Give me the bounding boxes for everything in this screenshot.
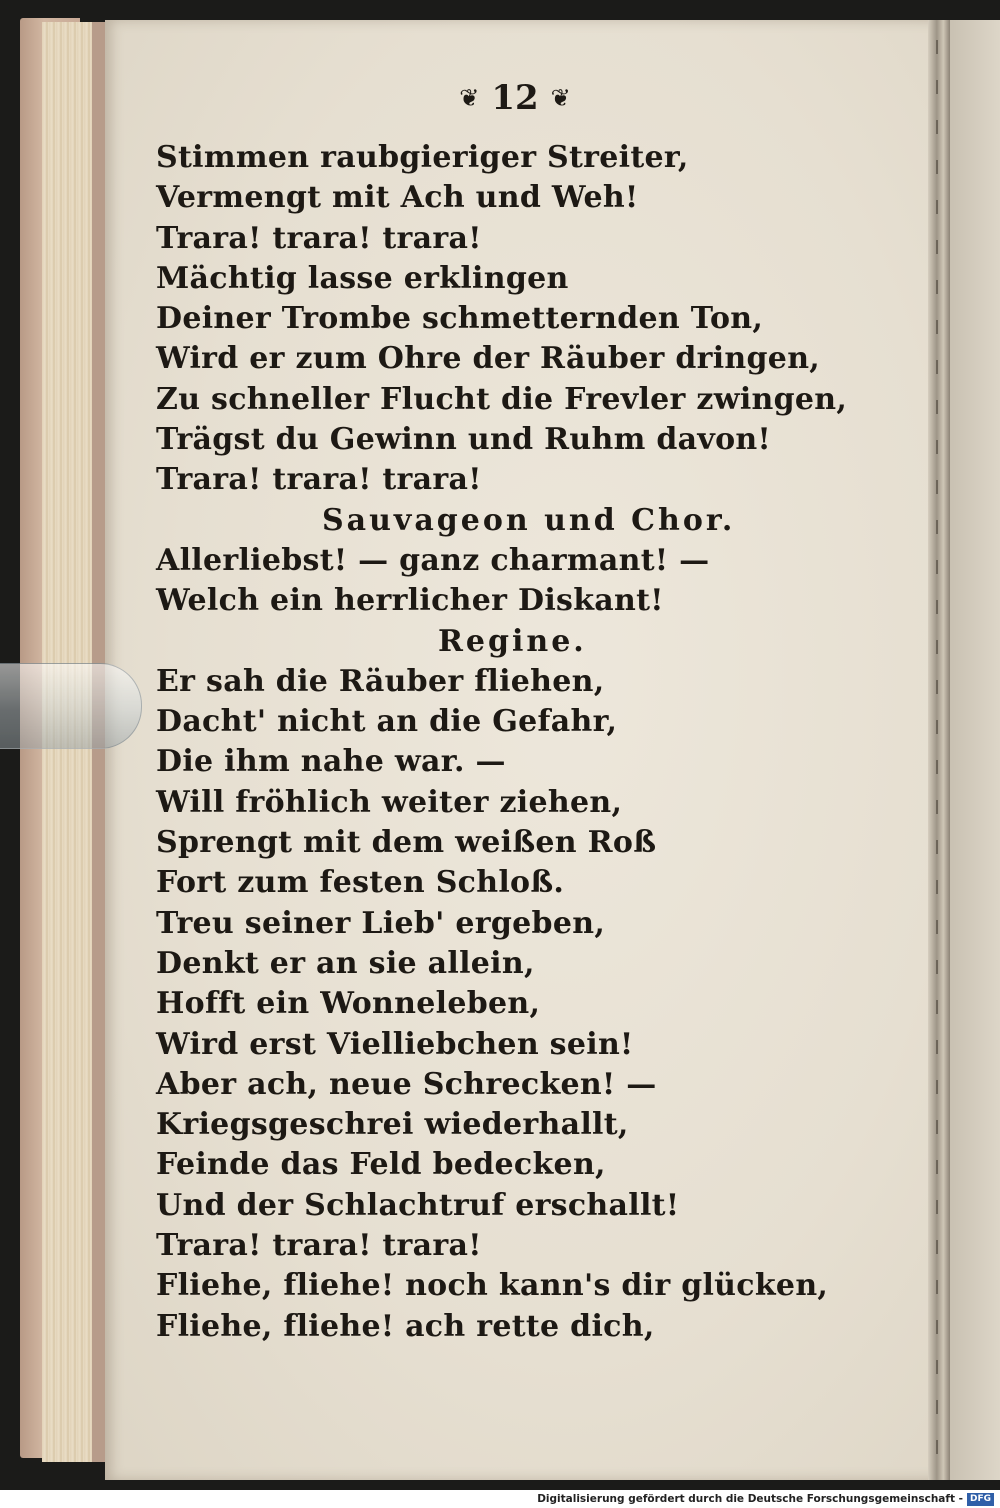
page-number: 12 [491, 78, 539, 118]
verse-line: Vermengt mit Ach und Weh! [156, 180, 639, 216]
verse-line: Will fröhlich weiter ziehen, [156, 784, 623, 820]
speaker-heading: Sauvageon und Chor. [322, 502, 736, 538]
verse-line: Allerliebst! — ganz charmant! — [156, 542, 710, 578]
ornament-right-icon: ❦ [550, 84, 571, 112]
verse-line: Trägst du Gewinn und Ruhm davon! [156, 422, 772, 458]
page-header [430, 78, 600, 118]
funding-notice: Digitalisierung gefördert durch die Deutsche Forschungsgemeinschaft - [537, 1493, 963, 1505]
verse-line: Dacht' nicht an die Gefahr, [156, 704, 618, 740]
verse-line: Denkt er an sie allein, [156, 945, 535, 981]
verse-line: Wird er zum Ohre der Räuber dringen, [156, 341, 821, 377]
verse-line: Fort zum festen Schloß. [156, 865, 565, 901]
book-gutter [928, 20, 950, 1480]
verse-line: Zu schneller Flucht die Frevler zwingen, [156, 381, 848, 417]
verse-line: Aber ach, neue Schrecken! — [156, 1066, 657, 1102]
verse-text [156, 138, 926, 1347]
plexiglass-clip [0, 663, 142, 749]
verse-line: Die ihm nahe war. — [156, 744, 506, 780]
verse-line: Fliehe, fliehe! noch kann's dir glücken, [156, 1268, 829, 1304]
verse-line: Wird erst Vielliebchen sein! [156, 1026, 634, 1062]
verse-line: Mächtig lasse erklingen [156, 260, 569, 296]
verse-line: Treu seiner Lieb' ergeben, [156, 905, 606, 941]
facing-page-edge [950, 20, 1000, 1480]
verse-line: Deiner Trombe schmetternden Ton, [156, 301, 764, 337]
verse-line: Kriegsgeschrei wiederhallt, [156, 1107, 629, 1143]
binding-thread [936, 40, 938, 1460]
verse-line: Und der Schlachtruf erschallt! [156, 1187, 680, 1223]
verse-line: Fliehe, fliehe! ach rette dich, [156, 1308, 655, 1344]
verse-line: Feinde das Feld bedecken, [156, 1147, 606, 1183]
verse-line: Trara! trara! trara! [156, 462, 482, 498]
verse-line: Sprengt mit dem weißen Roß [156, 825, 657, 861]
digitization-footer [0, 1490, 1000, 1508]
verse-line: Trara! trara! trara! [156, 1228, 482, 1264]
dfg-logo: DFG [967, 1493, 994, 1506]
verse-line: Hofft ein Wonneleben, [156, 986, 541, 1022]
verse-line: Stimmen raubgieriger Streiter, [156, 140, 689, 175]
speaker-heading: Regine. [438, 623, 587, 659]
verse-line: Trara! trara! trara! [156, 220, 482, 256]
ornament-left-icon: ❦ [459, 84, 480, 112]
verse-line: Welch ein herrlicher Diskant! [156, 583, 664, 619]
verse-line: Er sah die Räuber fliehen, [156, 663, 605, 699]
